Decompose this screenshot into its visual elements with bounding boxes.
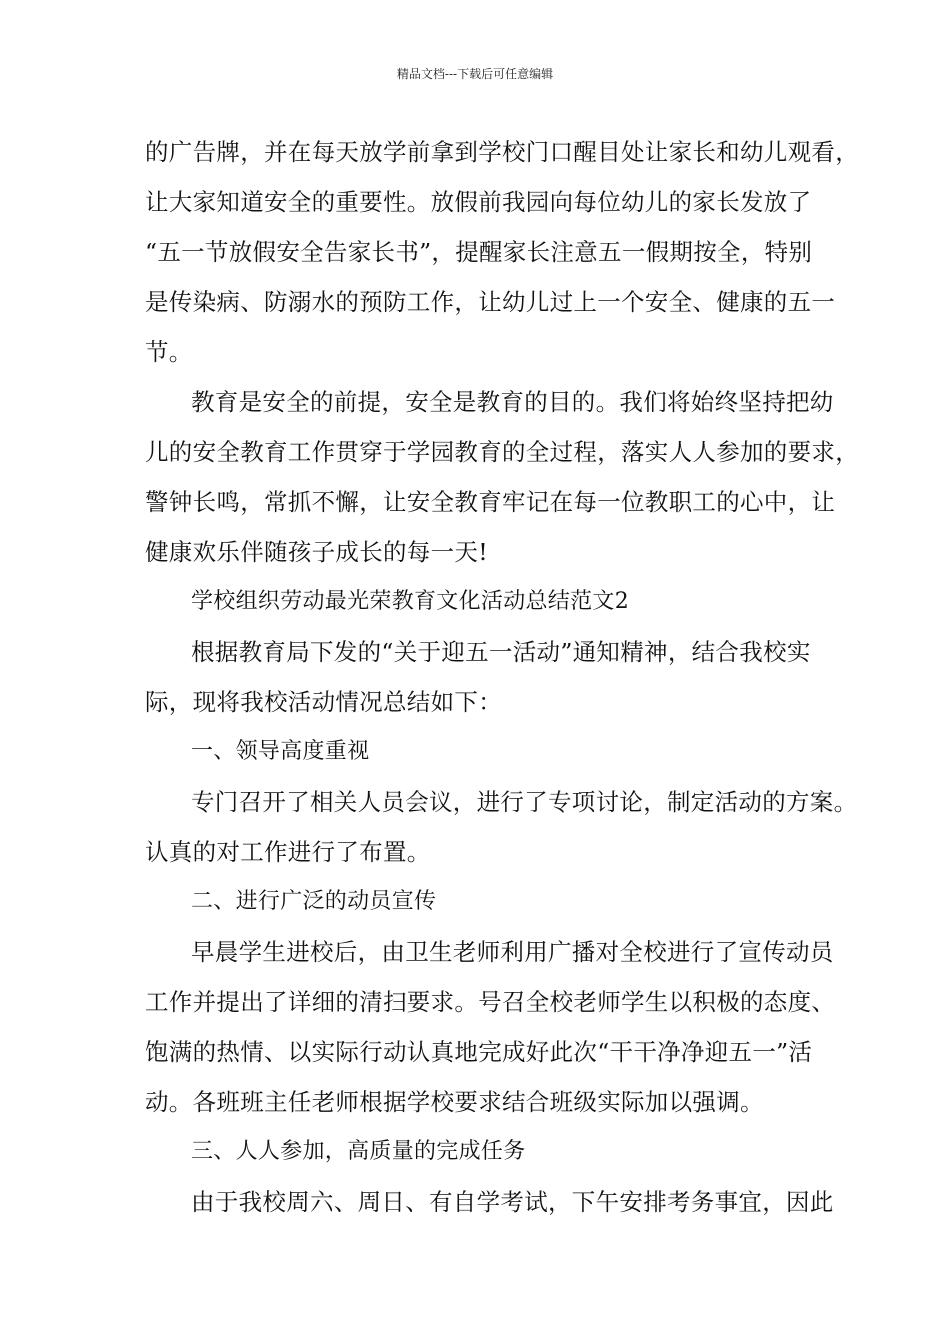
paragraph-start-line: 专门召开了相关人员会议，进行了专项讨论，制定活动的方案。 (191, 788, 858, 816)
text-line: 是传染病、防溺水的预防工作，让幼儿过上一个安全、健康的五一 (145, 288, 836, 316)
text-line: “五一节放假安全告家长书”，提醒家长注意五一假期按全，特别 (145, 238, 813, 266)
text-line: 健康欢乐伴随孩子成长的每一天! (145, 538, 488, 566)
text-line: 让大家知道安全的重要性。放假前我园向每位幼儿的家长发放了 (145, 188, 812, 216)
text-line: 警钟长鸣，常抓不懈，让安全教育牢记在每一位教职工的心中，让 (145, 488, 836, 516)
subsection-heading: 三、人人参加，高质量的完成任务 (191, 1139, 526, 1164)
text-line: 节。 (145, 338, 193, 366)
text-line: 的广告牌，并在每天放学前拿到学校门口醒目处让家长和幼儿观看， (145, 138, 859, 166)
text-line: 认真的对工作进行了布置。 (145, 838, 431, 866)
paragraph-start-line: 由于我校周六、周日、有自学考试，下午安排考务事宜，因此 (191, 1188, 834, 1216)
subsection-heading: 一、领导高度重视 (191, 739, 370, 764)
text-line: 饱满的热情、以实际行动认真地完成好此次“干干净净迎五一”活 (145, 1038, 813, 1066)
text-line: 际，现将我校活动情况总结如下： (145, 688, 502, 716)
paragraph-start-line: 早晨学生进校后，由卫生老师利用广播对全校进行了宣传动员 (191, 938, 834, 966)
section-title: 学校组织劳动最光荣教育文化活动总结范文2 (191, 589, 629, 614)
text-line: 动。各班班主任老师根据学校要求结合班级实际加以强调。 (145, 1088, 764, 1116)
text-line: 工作并提出了详细的清扫要求。号召全校老师学生以积极的态度、 (145, 988, 836, 1016)
document-body (145, 130, 859, 1230)
text-line: 儿的安全教育工作贯穿于学园教育的全过程，落实人人参加的要求， (145, 438, 859, 466)
subsection-heading: 二、进行广泛的动员宣传 (191, 889, 437, 914)
paragraph-start-line: 根据教育局下发的“关于迎五一活动”通知精神，结合我校实 (191, 638, 811, 666)
paragraph-start-line: 教育是安全的前提，安全是教育的目的。我们将始终坚持把幼 (191, 388, 834, 416)
page-header: 精品文档---下载后可任意编辑 (396, 67, 554, 81)
